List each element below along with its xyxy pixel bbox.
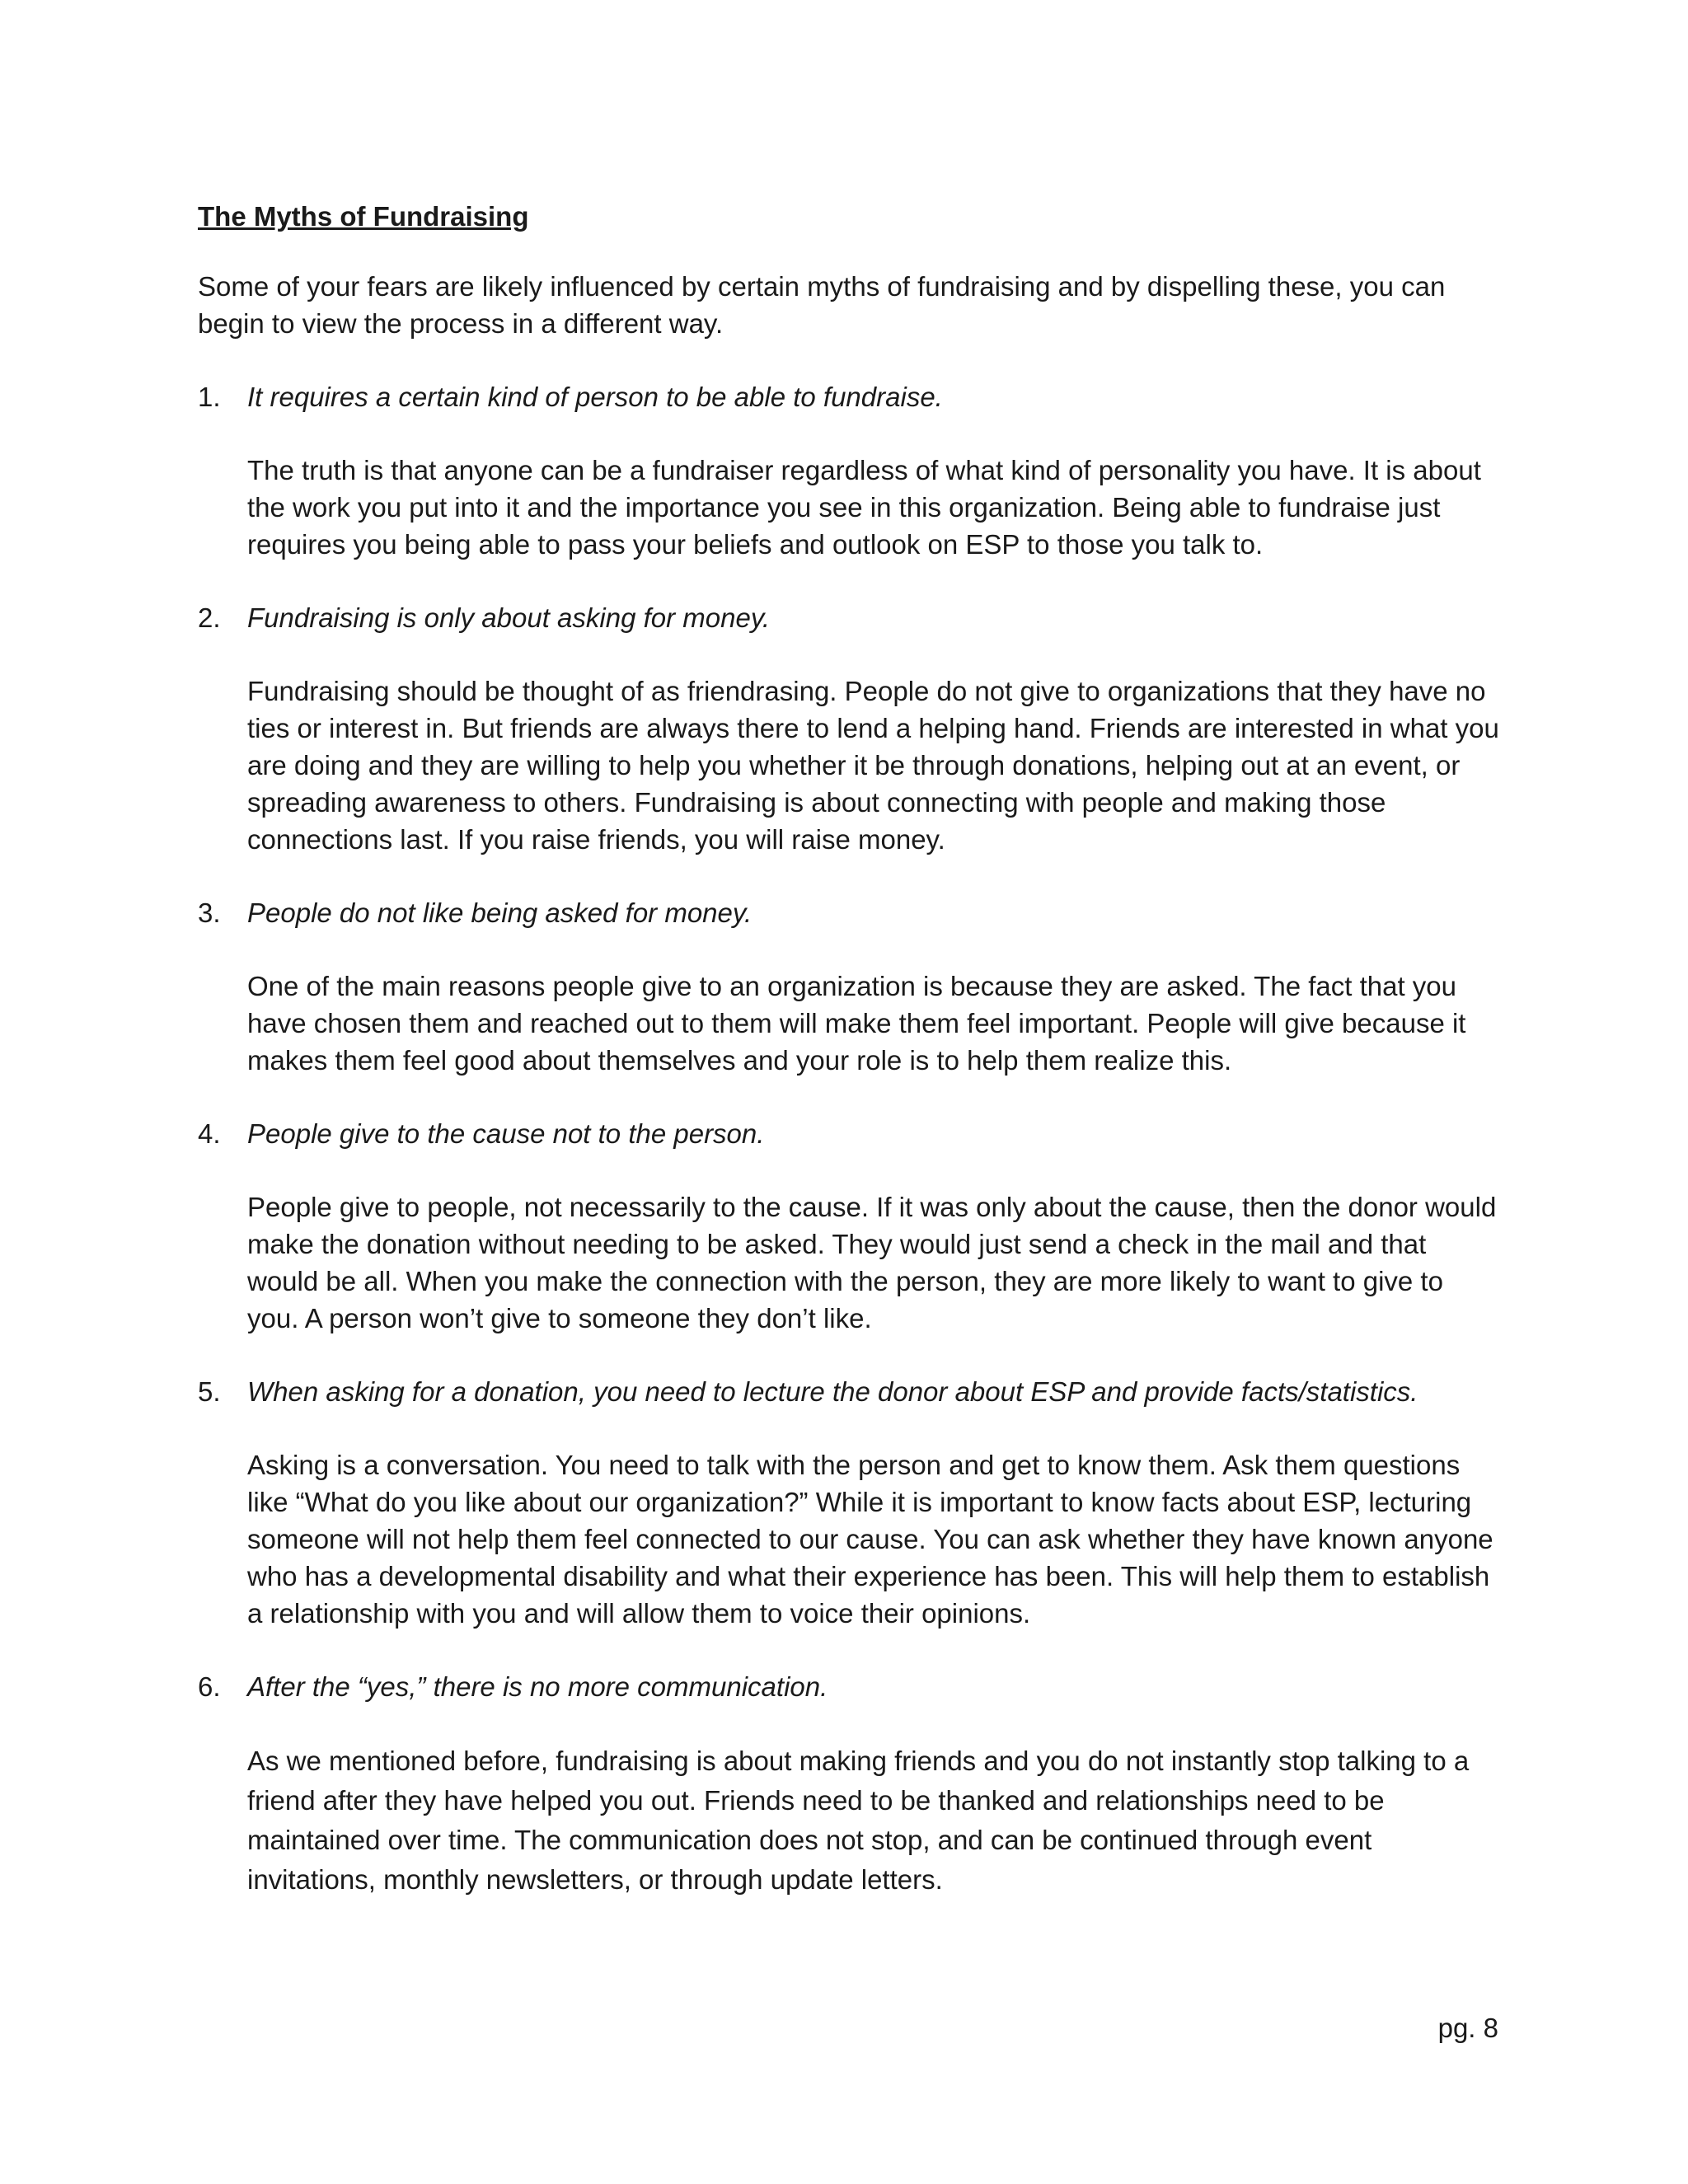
- myth-heading: [198, 1668, 1500, 1705]
- myth-heading: [198, 599, 1500, 636]
- myth-number: 5.: [198, 1376, 221, 1407]
- myth-statement: When asking for a donation, you need to lecture the donor about ESP and provide facts/statistics.: [247, 1376, 1418, 1407]
- page-title: The Myths of Fundraising: [198, 201, 529, 232]
- myth-number: 2.: [198, 602, 221, 633]
- myth-explanation: People give to people, not necessarily to the cause. If it was only about the cause, then the donor would make the donation without needing to be asked. They would just send a check in the mail and that would be all. When you make the connection with the person, they are more likely to want to give to you. A person won’t give to someone they don’t like.: [247, 1192, 1497, 1333]
- myth-explanation: One of the main reasons people give to an organization is because they are asked. The fact that you have chosen them and reached out to them will make them feel important. People will give because it makes them feel good about themselves and your role is to help them realize this.: [247, 971, 1466, 1076]
- myth-item-5: [198, 1373, 1500, 1632]
- myth-number: 3.: [198, 898, 221, 928]
- myth-item-6: [198, 1668, 1500, 1900]
- myth-heading: [198, 1373, 1500, 1410]
- myth-heading: [198, 378, 1500, 415]
- myth-number: 6.: [198, 1671, 221, 1702]
- myth-explanation: Fundraising should be thought of as friendrasing. People do not give to organizations that they have no ties or interest in. But friends are always there to lend a helping hand. Friends are interested in what you are doing and they are willing to help you whether it be through donations, helping out at an event, or spreading awareness to others. Fundraising is about connecting with people and making those connections last. If you raise friends, you will raise money.: [247, 676, 1499, 855]
- myth-explanation: Asking is a conversation. You need to talk with the person and get to know them. Ask them questions like “What do you like about our organization?” While it is important to know facts about ESP, lecturing someone will not help them feel connected to our cause. You can ask whether they have known anyone who has a developmental disability and what their experience has been. This will help them to establish a relationship with you and will allow them to voice their opinions.: [247, 1450, 1493, 1629]
- myth-statement: People give to the cause not to the person.: [247, 1118, 765, 1149]
- myth-item-2: [198, 599, 1500, 858]
- myth-item-1: [198, 378, 1500, 563]
- myth-statement: It requires a certain kind of person to be able to fundraise.: [247, 382, 943, 412]
- myth-heading: [198, 1115, 1500, 1152]
- myth-statement: After the “yes,” there is no more communication.: [247, 1671, 828, 1702]
- page-number: pg. 8: [1437, 2013, 1498, 2043]
- myth-statement: People do not like being asked for money.: [247, 898, 753, 928]
- myth-explanation: The truth is that anyone can be a fundraiser regardless of what kind of personality you have. It is about the work you put into it and the importance you see in this organization. Being able to fundraise just requires you being able to pass your beliefs and outlook on ESP to those you talk to.: [247, 455, 1481, 560]
- myth-heading: [198, 894, 1500, 931]
- intro-paragraph: Some of your fears are likely influenced by certain myths of fundraising and by dispelling these, you can begin to view the process in a different way.: [198, 271, 1446, 339]
- myth-explanation: As we mentioned before, fundraising is about making friends and you do not instantly stop talking to a friend after they have helped you out. Friends need to be thanked and relationships need to be maintained over time. The communication does not stop, and can be continued through event invitations, monthly newsletters, or through update letters.: [247, 1746, 1470, 1895]
- myth-item-3: [198, 894, 1500, 1079]
- myth-item-4: [198, 1115, 1500, 1337]
- document-page: [198, 198, 1500, 1936]
- myth-number: 4.: [198, 1118, 221, 1149]
- myth-statement: Fundraising is only about asking for money.: [247, 602, 771, 633]
- myth-number: 1.: [198, 382, 221, 412]
